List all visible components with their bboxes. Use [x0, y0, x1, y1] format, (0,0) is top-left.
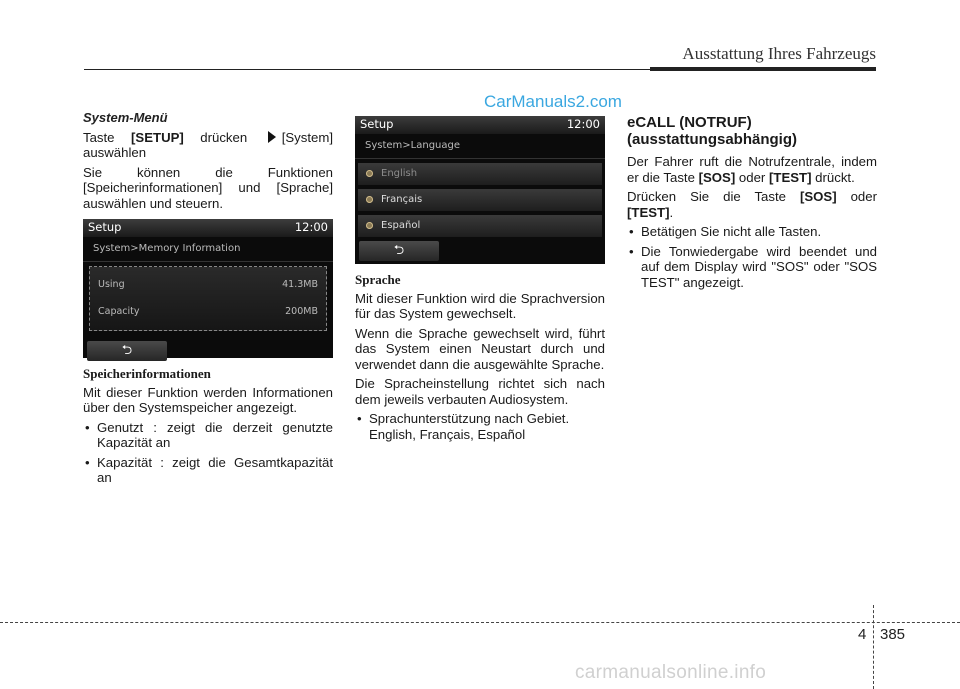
- radio-dot-icon: [366, 196, 373, 203]
- footer-rule: [0, 622, 960, 623]
- bullet-continuation: English, Français, Español: [369, 426, 526, 442]
- memory-body-paragraph: Mit dieser Funktion werden Informationen über den Systemspeicher angezeigt.: [83, 384, 333, 415]
- text-run: Der Fahrer ruft die Notrufzentrale, indem er die Taste: [627, 154, 877, 185]
- memory-value: 200MB: [285, 306, 318, 317]
- back-button[interactable]: [87, 341, 167, 361]
- sos-key: [SOS]: [799, 189, 837, 204]
- back-button[interactable]: [359, 241, 439, 261]
- language-paragraph-3: Die Spracheinstellung richtet sich nach dem jeweils verbauten Audiosystem.: [355, 376, 605, 407]
- ecall-paragraph-2-cont: [627, 205, 877, 221]
- language-paragraph-2: Wenn die Sprache gewechselt wird, führt das System einen Neustart durch und verwendet dann die ausgewählte Sprache.: [355, 325, 605, 372]
- list-item: • Die Tonwiedergabe wird beendet und auf dem Display wird "SOS" oder "SOS TEST" angezeigt.: [627, 244, 877, 291]
- memory-label: Capacity: [98, 306, 140, 317]
- column-ecall: [627, 110, 877, 294]
- sos-key: [SOS]: [698, 169, 736, 185]
- language-label: Español: [381, 219, 421, 231]
- memory-bullet-list: [83, 420, 333, 486]
- ecall-heading-line1: eCALL (NOTRUF): [627, 114, 752, 131]
- list-item: [355, 411, 605, 442]
- language-label: English: [381, 167, 418, 179]
- back-arrow-icon: ⮌: [121, 342, 133, 358]
- text-run: .: [669, 204, 674, 220]
- text-run: Drücken Sie die Taste: [627, 189, 786, 204]
- test-key: [TEST]: [769, 169, 812, 185]
- instruction-suffix: [System] auswählen: [83, 129, 333, 160]
- chapter-number: 4: [858, 626, 867, 643]
- subheading-language: Sprache: [355, 272, 401, 287]
- screen-clock: 12:00: [566, 117, 600, 132]
- ecall-heading-line2: (ausstattungsabhängig): [627, 131, 798, 148]
- ecall-paragraph-1: [627, 154, 877, 185]
- text-run: oder: [850, 189, 877, 204]
- subheading-memory-info: Speicherinformationen: [83, 366, 211, 381]
- list-item: • Betätigen Sie nicht alle Tasten.: [627, 224, 877, 240]
- column-system-menu: [83, 110, 333, 490]
- memory-row-capacity: [96, 298, 320, 326]
- list-item: • Genutzt : zeigt die derzeit genutzte Kapazität an: [83, 420, 333, 451]
- ecall-bullet-list: [627, 224, 877, 290]
- memory-label: Using: [98, 278, 125, 290]
- instruction-middle: drücken: [200, 129, 248, 145]
- screen-title-bar: [355, 116, 605, 134]
- screen-title: Setup: [360, 117, 394, 132]
- screen-path: System>Language: [355, 134, 605, 159]
- screen-path: System>Memory Information: [83, 237, 333, 262]
- screen-title-bar: [83, 219, 333, 237]
- page-number: 385: [880, 626, 906, 643]
- language-option-english[interactable]: [358, 163, 602, 185]
- language-paragraph-1: Mit dieser Funktion wird die Sprachversion für das System gewechselt.: [355, 290, 605, 321]
- memory-row-using: [96, 271, 320, 299]
- screen-title: Setup: [88, 220, 122, 235]
- arrow-right-icon: [268, 131, 276, 143]
- watermark-top: CarManuals2.com: [484, 92, 622, 111]
- test-key: [TEST]: [627, 204, 670, 220]
- header-rule-accent: [650, 67, 876, 71]
- section-heading-system-menu: System-Menü: [83, 110, 168, 125]
- watermark-bottom: carmanualsonline.info: [575, 662, 767, 683]
- page-header-title: Ausstattung Ihres Fahrzeugs: [682, 44, 876, 63]
- column-language: [355, 108, 605, 446]
- radio-dot-icon: [366, 222, 373, 229]
- setup-key: [SETUP]: [131, 129, 184, 145]
- memory-info-screen: [83, 219, 333, 358]
- radio-dot-icon: [366, 170, 373, 177]
- bullet-text: Sprachunterstützung nach Gebiet.: [369, 411, 570, 426]
- language-option-french[interactable]: [358, 189, 602, 211]
- memory-info-box: [89, 266, 327, 331]
- language-screen: [355, 116, 605, 264]
- language-bullet-list: [355, 411, 605, 442]
- ecall-heading: [627, 114, 877, 148]
- instruction-paragraph: [83, 130, 333, 161]
- screen-clock: 12:00: [294, 220, 328, 235]
- instruction-prefix: Taste: [83, 129, 115, 145]
- memory-value: 41.3MB: [282, 278, 318, 290]
- language-label: Français: [381, 193, 423, 205]
- description-paragraph: Sie können die Funktionen [Speicherinformationen] und [Sprache] auswählen und steuern.: [83, 164, 333, 211]
- ecall-paragraph-2: [627, 189, 877, 205]
- language-option-spanish[interactable]: [358, 215, 602, 237]
- footer-divider: [873, 605, 874, 689]
- text-run: oder: [738, 169, 766, 185]
- back-arrow-icon: ⮌: [393, 242, 405, 258]
- text-run: drückt.: [815, 169, 855, 185]
- list-item: • Kapazität : zeigt die Gesamtkapazität an: [83, 455, 333, 486]
